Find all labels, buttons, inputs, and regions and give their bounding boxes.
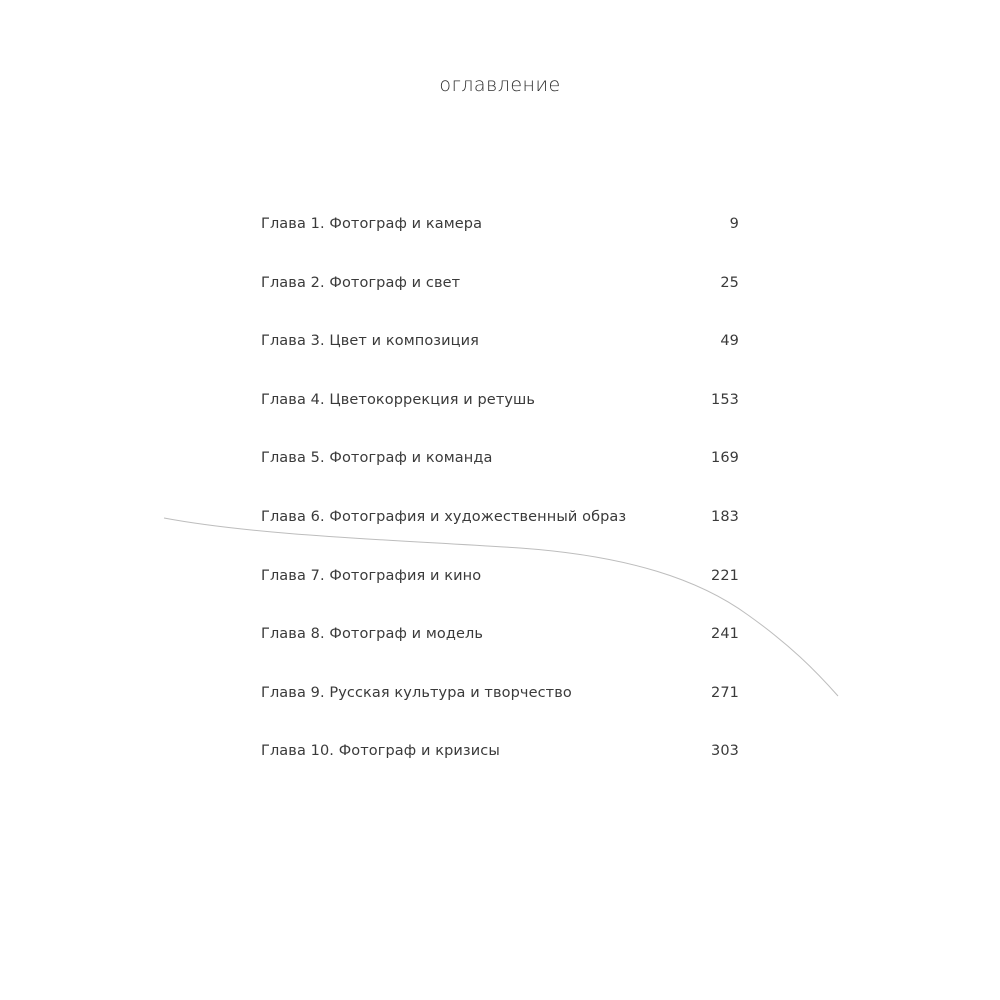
toc-item-page: 271 xyxy=(711,684,739,701)
toc-item-page: 9 xyxy=(729,216,739,232)
toc-item-chapter-8[interactable] xyxy=(261,626,739,685)
toc-item-chapter-2[interactable] xyxy=(261,275,739,334)
toc-item-page: 49 xyxy=(720,333,739,350)
toc-item-page: 183 xyxy=(711,508,739,525)
toc-item-chapter-10[interactable] xyxy=(261,743,739,802)
toc-item-chapter-1[interactable] xyxy=(261,216,739,275)
toc-item-label: Глава 9. Русская культура и творчество xyxy=(261,684,572,701)
table-of-contents xyxy=(261,216,739,802)
toc-item-page: 153 xyxy=(711,391,739,408)
page-title: оглавление xyxy=(439,74,561,96)
toc-item-chapter-3[interactable] xyxy=(261,333,739,392)
toc-item-page: 169 xyxy=(711,450,739,467)
toc-item-page: 25 xyxy=(720,274,739,291)
toc-item-label: Глава 1. Фотограф и камера xyxy=(261,216,483,232)
toc-item-page: 241 xyxy=(711,626,739,643)
toc-item-chapter-5[interactable] xyxy=(261,450,739,509)
toc-item-chapter-4[interactable] xyxy=(261,392,739,451)
toc-item-label: Глава 2. Фотограф и свет xyxy=(261,274,461,291)
toc-item-label: Глава 4. Цветокоррекция и ретушь xyxy=(261,391,536,408)
toc-item-chapter-9[interactable] xyxy=(261,685,739,744)
toc-item-label: Глава 8. Фотограф и модель xyxy=(261,626,484,643)
toc-item-label: Глава 6. Фотография и художественный образ xyxy=(261,508,627,525)
toc-item-label: Глава 5. Фотограф и команда xyxy=(261,450,493,467)
toc-item-page: 221 xyxy=(711,567,739,584)
toc-item-label: Глава 7. Фотография и кино xyxy=(261,567,482,584)
toc-item-label: Глава 10. Фотограф и кризисы xyxy=(261,743,500,760)
toc-item-label: Глава 3. Цвет и композиция xyxy=(261,333,479,350)
toc-item-chapter-7[interactable] xyxy=(261,568,739,627)
toc-item-chapter-6[interactable] xyxy=(261,509,739,568)
toc-item-page: 303 xyxy=(711,743,739,760)
